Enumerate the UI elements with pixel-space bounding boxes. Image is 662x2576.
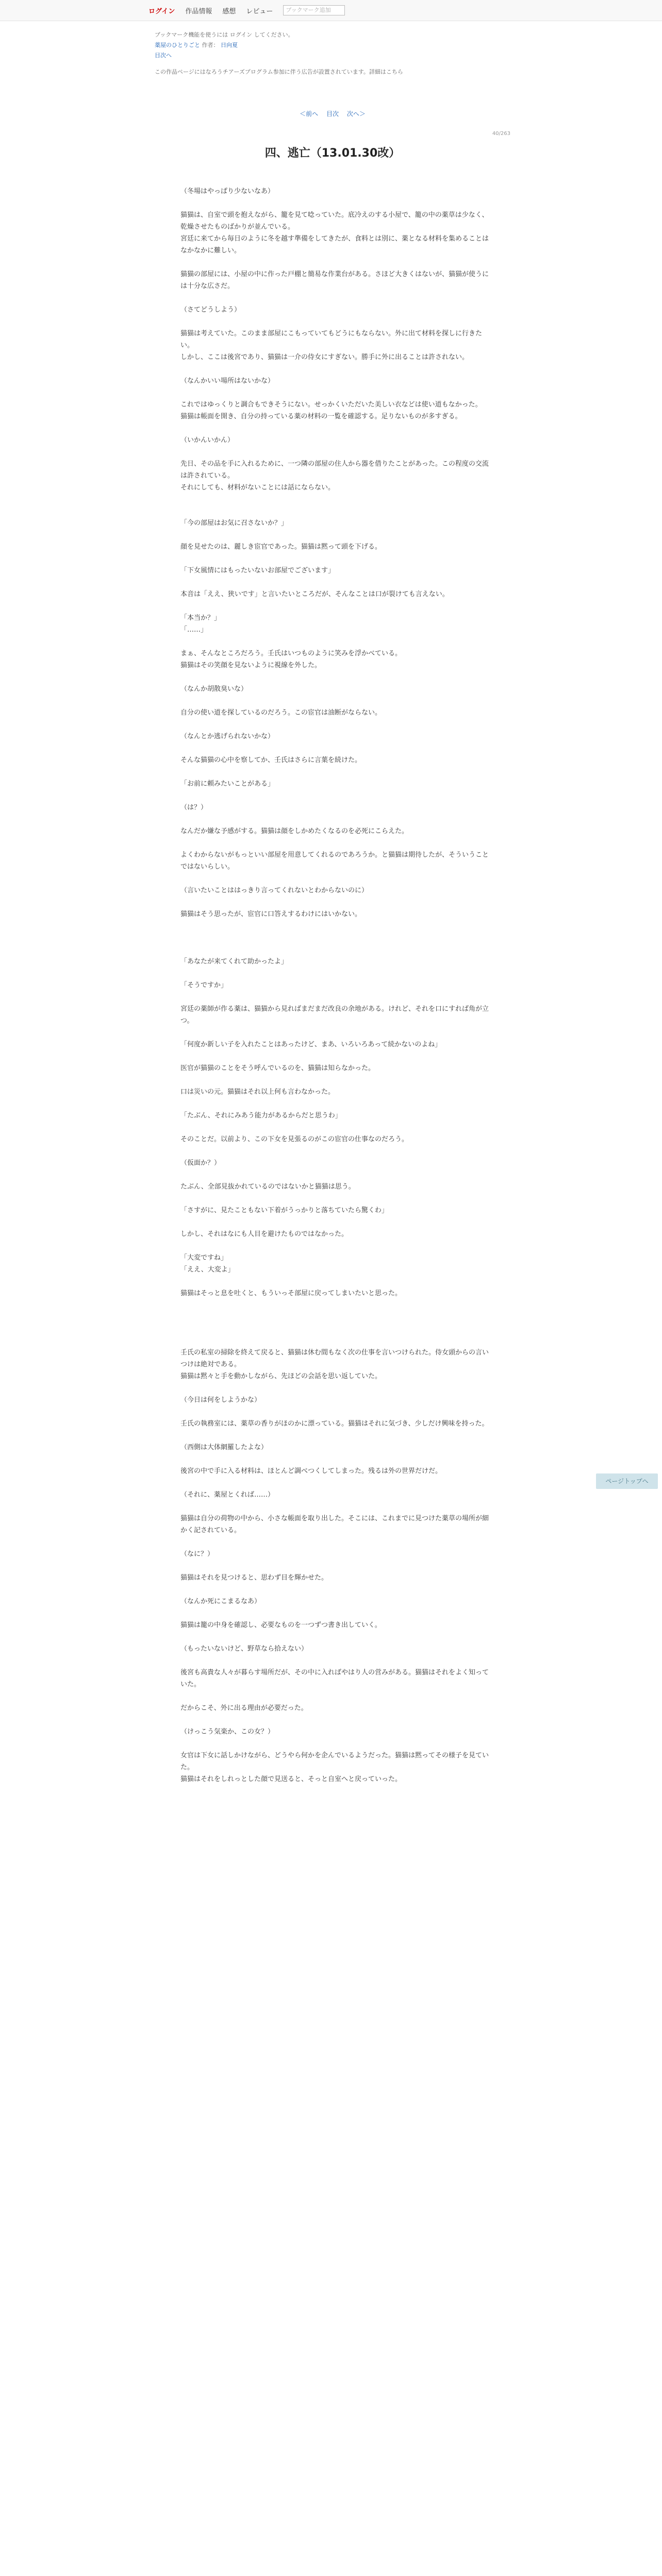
paragraph: 「本当か？」 [180, 614, 221, 622]
paragraph: それにしても、材料がないことには話にならない。 [180, 484, 335, 492]
paragraph [180, 719, 490, 731]
paragraph: 猫猫は帳面を開き、自分の持っている薬の材料の一覧を確認する。足りないものが多すぎる。 [180, 413, 462, 420]
paragraph [180, 1335, 490, 1347]
prev-chapter-link[interactable]: ＜前へ [300, 110, 319, 117]
paragraph: 猫猫は自分の荷物の中から、小さな帳面を取り出した。そこには、これまでに見つけた薬草の場所が細かく記されている。 [180, 1515, 489, 1534]
paragraph: （なんとか逃げられないかな） [180, 733, 275, 740]
paragraph: 猫猫はそれをしれっとした顔で見送ると、そっと自室へと戻っていった。 [180, 1775, 402, 1783]
series-title-link[interactable]: 薬屋のひとりごと [155, 42, 200, 48]
paragraph [180, 1631, 490, 1643]
paragraph: （なんかいい場所はないかな） [180, 377, 275, 385]
paragraph [180, 814, 490, 825]
paragraph: （なんか胡散臭いな） [180, 685, 248, 693]
paragraph: 「たぶん、それにみあう能力があるからだと思うわ」 [180, 1112, 342, 1120]
paragraph: 「下女風情にはもったいないお部屋でございます」 [180, 567, 335, 574]
paragraph: （なに？） [180, 1550, 214, 1558]
paragraph [180, 932, 490, 944]
nav-item-impressions[interactable]: 感想 [222, 7, 236, 15]
paragraph [180, 837, 490, 849]
paragraph: そのことだ。以前より、この下女を見張るのがこの宦官の仕事なのだろう。 [180, 1136, 409, 1143]
paragraph: （もったいないけど、野草なら拾えない） [180, 1645, 308, 1653]
nav-item-reviews[interactable]: レビュー [246, 7, 273, 15]
nav-item-work-info[interactable]: 作品情報 [185, 7, 212, 15]
paragraph [180, 494, 490, 505]
paragraph: 「……」 [180, 626, 208, 634]
page-number: 40/263 [492, 131, 510, 137]
paragraph: だからこそ、外に出る理由が必要だった。 [180, 1704, 308, 1712]
paragraph: （さてどうしよう） [180, 306, 241, 314]
paragraph: 猫猫はそれを見つけると、思わず目を輝かせた。 [180, 1574, 328, 1582]
paragraph: まぁ、そんなところだろう。壬氏はいつものように笑みを浮かべている。 [180, 650, 402, 657]
top-navigation-bar [0, 0, 662, 21]
paragraph: 猫猫はそう思ったが、宦官に口答えするわけにはいかない。 [180, 910, 362, 918]
paragraph [180, 1584, 490, 1596]
paragraph [180, 1536, 490, 1548]
paragraph [180, 505, 490, 517]
paragraph [180, 1311, 490, 1323]
paragraph [180, 1145, 490, 1157]
next-chapter-link[interactable]: 次へ＞ [346, 110, 366, 117]
page-top-button[interactable]: ページトップへ [596, 1473, 658, 1489]
paragraph: しかし、それはなにも人目を避けたものではなかった。 [180, 1230, 349, 1238]
paragraph [180, 1607, 490, 1619]
paragraph [180, 1027, 490, 1039]
paragraph [180, 695, 490, 707]
paragraph: 猫猫は考えていた。このまま部屋にこもっていてもどうにもならない。外に出て材料を探しに行きたい。 [180, 330, 483, 349]
paragraph [180, 387, 490, 399]
ad-notice: この作品ページにはなろうチアーズプログラム参加に伴う広告が設置されています。詳細はこちら [155, 69, 403, 75]
paragraph: 猫猫は籠の中身を確認し、必要なものを一つずつ書き出していく。 [180, 1621, 382, 1629]
paragraph: （冬場はやっぱり少ないなあ） [180, 188, 275, 195]
paragraph: （いかんいかん） [180, 436, 235, 444]
login-notice: ブックマーク機能を使うには ログイン してください。 [155, 31, 294, 38]
paragraph: 本音は「ええ、狭いです」と言いたいところだが、そんなことは口が裂けても言えない。 [180, 590, 449, 598]
paragraph [180, 944, 490, 956]
paragraph: 壬氏の執務室には、薬草の香りがほのかに漂っている。猫猫はそれに気づき、少しだけ興味を持った。 [180, 1420, 489, 1428]
paragraph: 「そうですか」 [180, 981, 228, 989]
author-link[interactable]: 日向夏 [221, 42, 238, 48]
paragraph [180, 316, 490, 328]
paragraph: （は？） [180, 804, 208, 811]
paragraph [180, 896, 490, 908]
paragraph [180, 1240, 490, 1252]
paragraph: 口は災いの元。猫猫はそれ以上何も言わなかった。 [180, 1088, 335, 1096]
paragraph [180, 742, 490, 754]
series-info [155, 40, 510, 50]
paragraph [180, 1050, 490, 1062]
paragraph [180, 1406, 490, 1418]
paragraph [180, 600, 490, 612]
paragraph: 猫猫の部屋には、小屋の中に作った戸棚と簡易な作業台がある。さほど大きくはないが、猫猫が使うには十分な広さだ。 [180, 270, 489, 290]
paragraph: 「今の部屋はお気に召さないか？」 [180, 519, 288, 527]
paragraph [180, 422, 490, 434]
paragraph: 「大変ですね」 [180, 1254, 228, 1262]
paragraph [180, 766, 490, 778]
paragraph [180, 292, 490, 304]
paragraph [180, 363, 490, 375]
paragraph [180, 920, 490, 932]
paragraph [180, 577, 490, 588]
paragraph [180, 529, 490, 541]
paragraph: 「お前に頼みたいことがある」 [180, 780, 275, 788]
paragraph: （なんか死にこまるなあ） [180, 1598, 261, 1605]
paragraph: （仮面か？） [180, 1159, 221, 1167]
chapter-pager [155, 109, 510, 118]
paragraph: （今日は何をしようかな） [180, 1396, 261, 1404]
author-label: 作者： [202, 42, 219, 48]
top-nav [148, 0, 345, 21]
paragraph [180, 1477, 490, 1489]
login-link[interactable]: ログイン [148, 7, 175, 15]
paragraph: 「ええ、大変よ」 [180, 1266, 235, 1274]
paragraph [180, 1122, 490, 1133]
paragraph [180, 1560, 490, 1572]
paragraph [180, 1501, 490, 1513]
novel-body [180, 185, 490, 1785]
paragraph [180, 968, 490, 979]
paragraph [180, 1169, 490, 1181]
paragraph [180, 197, 490, 209]
paragraph [180, 1453, 490, 1465]
paragraph [180, 1714, 490, 1726]
paragraph: 「あなたが来てくれて助かったよ」 [180, 958, 288, 965]
paragraph: 「さすがに、見たこともない下着がうっかりと落ちていたら驚くわ」 [180, 1207, 388, 1214]
paragraph [180, 1098, 490, 1110]
paragraph [180, 1738, 490, 1750]
paragraph: 後宮の中で手に入る材料は、ほとんど調べつくしてしまった。残るは外の世界だけだ。 [180, 1467, 442, 1475]
paragraph [180, 1299, 490, 1311]
paragraph: 自分の使い道を探しているのだろう。この宦官は油断がならない。 [180, 709, 382, 717]
paragraph: 先日、その品を手に入れるために、一つ隣の部屋の住人から器を借りたことがあった。この程度の交流は許されている。 [180, 460, 489, 480]
paragraph: 宮廷の薬師が作る薬は、猫猫から見ればまだまだ改良の余地がある。けれど、それを口にすれば角が立つ。 [180, 1005, 489, 1025]
chapter-title: 四、逃亡（13.01.30改） [264, 147, 401, 160]
paragraph: 顔を見せたのは、麗しき宦官であった。猫猫は黙って頭を下げる。 [180, 543, 382, 551]
paragraph [180, 1074, 490, 1086]
paragraph [180, 1430, 490, 1442]
paragraph [180, 671, 490, 683]
bookmark-add-button[interactable]: ブックマーク追加 [283, 5, 345, 15]
paragraph: しかし、ここは後宮であり、猫猫は一介の侍女にすぎない。勝手に外に出ることは許されない。 [180, 353, 469, 361]
paragraph: 後宮も高貴な人々が暮らす場所だが、その中に入ればやはり人の営みがある。猫猫はそれをよく知っていた。 [180, 1669, 489, 1688]
paragraph: 「何度か新しい子を入れたことはあったけど、まあ、いろいろあって続かないのよね」 [180, 1041, 442, 1048]
paragraph [180, 1216, 490, 1228]
paragraph: 猫猫はその笑顔を見ないように視線を外した。 [180, 662, 322, 669]
paragraph: （それに、薬屋とくれば……） [180, 1491, 275, 1499]
novel-header [155, 30, 510, 77]
paragraph: これではゆっくりと調合もできそうにない。せっかくいただいた美しい衣などは使い道もなかった。 [180, 401, 482, 409]
paragraph [180, 1690, 490, 1702]
paragraph [180, 1276, 490, 1287]
paragraph: （けっこう気楽か、この女？） [180, 1728, 275, 1736]
paragraph: （言いたいことははっきり言ってくれないとわからないのに） [180, 887, 369, 894]
paragraph: そんな猫猫の心中を察してか、壬氏はさらに言葉を続けた。 [180, 756, 362, 764]
toc-link[interactable]: 目次へ [155, 52, 172, 59]
paragraph: （西側は大体網羅したよな） [180, 1444, 268, 1451]
paragraph: 宮廷に来てから毎日のように冬を越す準備をしてきたが、食料とは別に、薬となる材料を集めることはなかなかに難しい。 [180, 235, 489, 255]
paragraph: 医官が猫猫のことをそう呼んでいるのを、猫猫は知らなかった。 [180, 1064, 375, 1072]
paragraph [180, 1382, 490, 1394]
paragraph [180, 257, 490, 268]
paragraph: 猫猫はそっと息を吐くと、もういっそ部屋に戻ってしまいたいと思った。 [180, 1290, 402, 1297]
paragraph: なんだか嫌な予感がする。猫猫は顔をしかめたくなるのを必死にこらえた。 [180, 827, 409, 835]
paragraph: 猫猫は黙々と手を動かしながら、先ほどの会話を思い返していた。 [180, 1372, 382, 1380]
paragraph [180, 636, 490, 648]
paragraph [180, 1323, 490, 1335]
paragraph [180, 1193, 490, 1205]
toc-pager-link[interactable]: 目次 [326, 110, 339, 117]
paragraph: たぶん、全部見抜かれているのではないかと猫猫は思う。 [180, 1183, 355, 1191]
paragraph [180, 1655, 490, 1667]
paragraph [180, 553, 490, 565]
paragraph [180, 873, 490, 885]
paragraph [180, 790, 490, 802]
paragraph: 女官は下女に話しかけながら、どうやら何かを企んでいるようだった。猫猫は黙ってその様子を見ていた。 [180, 1752, 489, 1771]
paragraph: 壬氏の私室の掃除を終えて戻ると、猫猫は休む間もなく次の仕事を言いつけられた。侍女頭からの言いつけは絶対である。 [180, 1349, 489, 1368]
paragraph: よくわからないがもっといい部屋を用意してくれるのであろうか。と猫猫は期待したが、そういうことではないらしい。 [180, 851, 489, 871]
paragraph: 猫猫は、自室で頭を抱えながら、籠を見て唸っていた。底冷えのする小屋で、籠の中の薬草は少なく、乾燥させたものばかりが並んでいる。 [180, 211, 489, 231]
paragraph [180, 991, 490, 1003]
paragraph [180, 446, 490, 458]
